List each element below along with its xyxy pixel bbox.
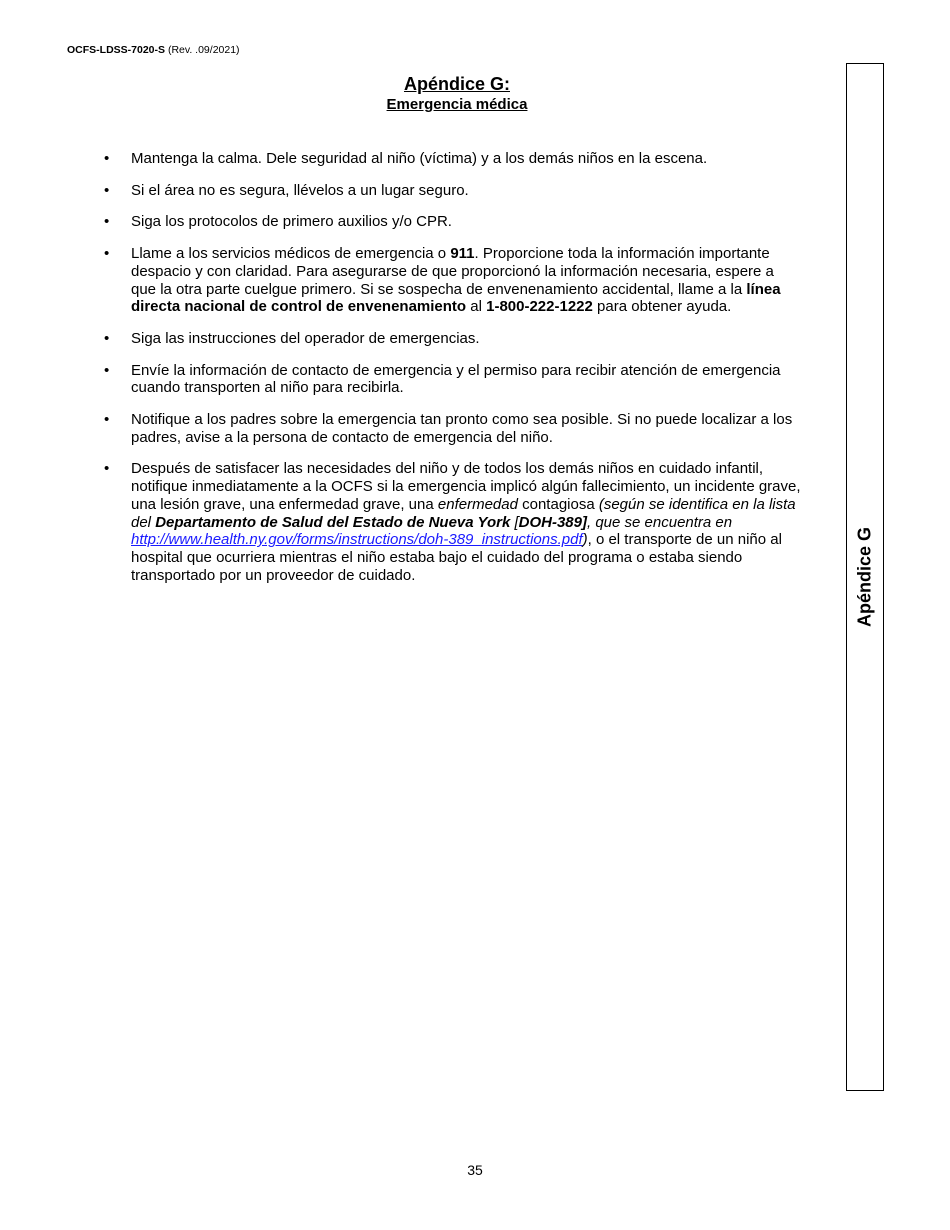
bullet-icon: • [104, 150, 110, 167]
bullet-icon: • [104, 329, 110, 347]
doh-389-link[interactable]: http://www.health.ny.gov/forms/instructions/doh-389_instructions.pdf [131, 531, 583, 549]
bullet-icon: • [104, 361, 110, 379]
list-item [104, 329, 801, 348]
item-text-italic: (según se identifica en la lista del [131, 495, 796, 531]
list-item [104, 181, 801, 200]
form-reference: DOH-389] [518, 513, 587, 531]
item-text: Notifique a los padres sobre la emergencia tan pronto como sea posible. Si no puede localizar a los padres, avise a la persona de contacto de emergencia del niño. [131, 411, 793, 446]
instruction-list [104, 150, 801, 598]
list-item [104, 213, 801, 231]
list-item [104, 460, 801, 584]
item-text: al [466, 298, 487, 316]
item-text: para obtener ayuda. [592, 298, 732, 316]
page-title: Apéndice G: [403, 74, 510, 94]
form-identifier [67, 44, 240, 57]
page-number: 35 [467, 1162, 483, 1178]
form-code: OCFS-LDSS-7020-S [67, 44, 166, 56]
bullet-icon: • [104, 181, 110, 199]
item-text-italic: [ [510, 513, 519, 531]
item-text: Llame a los servicios médicos de emergencia o [131, 245, 451, 263]
item-text: , o el transporte de un niño al hospital que ocurriera mientras el niño estaba bajo el cuidado del programa o estaba siendo transportado por un proveedor de cuidado. [131, 531, 782, 584]
bullet-icon: • [104, 460, 110, 478]
poison-hotline-name: línea directa nacional de control de envenenamiento [131, 280, 781, 316]
item-text: Siga las instrucciones del operador de emergencias. [131, 329, 480, 347]
list-item [104, 245, 801, 316]
bullet-icon: • [104, 245, 110, 263]
item-text: Siga los protocolos de primero auxilios y/o CPR. [131, 213, 452, 231]
item-text: Si el área no es segura, llévelos a un lugar seguro. [131, 181, 469, 199]
item-text: Después de satisfacer las necesidades del niño y de todos los demás niños en cuidado infantil, notifique inmediatamente a la OCFS si la emergencia implicó algún fallecimiento, un incidente grave, una lesión grave, una enfermedad grave, una [131, 460, 801, 513]
item-text-italic: , que se encuentra en [587, 513, 733, 531]
item-text-italic: enfermedad [437, 495, 518, 513]
item-text: contagiosa [517, 495, 599, 513]
item-text: Envíe la información de contacto de emergencia y el permiso para recibir atención de emergencia cuando transporten al niño para recibirla. [131, 361, 781, 397]
list-item [104, 411, 801, 446]
item-text: . Proporcione toda la información importante despacio y con claridad. Para asegurarse de que proporcionó la información necesaria, espere a que la otra parte cuelgue primero. Si se sospecha de envenenamiento accidental, llame a la [131, 245, 774, 298]
health-department-name: Departamento de Salud del Estado de Nueva York [155, 513, 511, 531]
side-tab-label: Apéndice G [854, 526, 875, 628]
page-subtitle: Emergencia médica [386, 96, 528, 113]
item-text-italic: ) [582, 531, 588, 549]
poison-hotline-number: 1-800-222-1222 [486, 298, 593, 316]
list-item [104, 361, 801, 397]
bullet-icon: • [104, 213, 110, 231]
emergency-number: 911 [450, 245, 475, 263]
bullet-icon: • [104, 411, 110, 429]
form-revision: (Rev. .09/2021) [167, 44, 240, 56]
list-item [104, 150, 801, 168]
item-text: Mantenga la calma. Dele seguridad al niño (víctima) y a los demás niños en la escena. [131, 150, 708, 167]
